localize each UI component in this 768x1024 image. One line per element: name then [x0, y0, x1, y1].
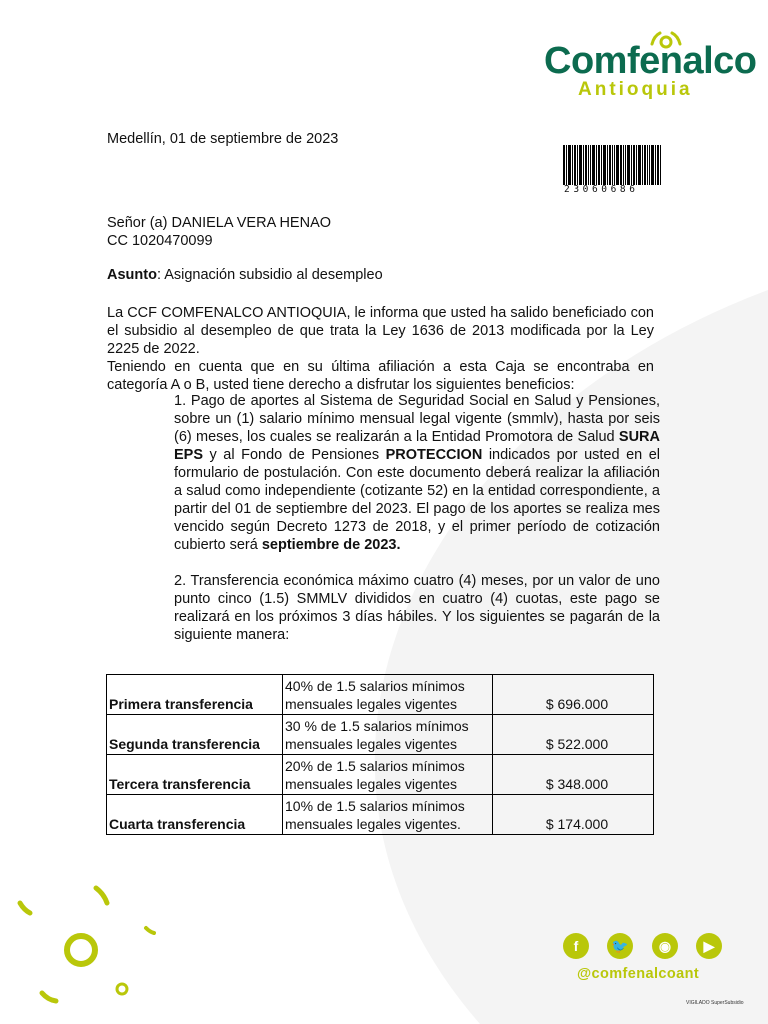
- subject-line: [107, 266, 383, 284]
- coverage-period: septiembre de 2023.: [261, 537, 401, 553]
- table-row: [107, 715, 654, 755]
- table-row: [107, 675, 654, 715]
- facebook-icon[interactable]: f: [563, 933, 589, 959]
- place-date: Medellín, 01 de septiembre de 2023: [107, 131, 339, 147]
- transfer-description: 10% de 1.5 salarios mínimos mensuales legales vigentes.: [283, 795, 493, 835]
- pension-fund-name: PROTECCION: [385, 447, 483, 463]
- table-row: [107, 795, 654, 835]
- benefit-1-text-b: y al Fondo de Pensiones: [203, 447, 386, 463]
- intro-paragraph: La CCF COMFENALCO ANTIOQUIA, le informa que usted ha salido beneficiado con el subsidio al desempleo de que trata la Ley 1636 de 2013 modificada por la Ley 2225 de 2022.: [107, 305, 654, 357]
- recipient-id: CC 1020470099: [107, 233, 213, 249]
- barcode: [563, 145, 661, 185]
- eps-name: SURA EPS: [174, 429, 660, 463]
- benefit-1-text-c: indicados por usted en el formulario de postulación. Con este documento deberá realizar la afiliación a salud como independiente (cotizante 52) en la entidad correspondiente, a partir del 01 de septiembre del 2023. El pago de los aportes se realiza mes vencido según Decreto 1273 de 2018, y el primer período de cotización cubierto será: [174, 447, 660, 553]
- benefit-item-1: [174, 392, 660, 554]
- logo-wordmark: Comfenalco: [544, 40, 757, 82]
- benefit-1-text-a: 1. Pago de aportes al Sistema de Seguridad Social en Salud y Pensiones, sobre un (1) salario mínimo mensual legal vigente (smmlv), hasta por seis (6) meses, los cuales se realizarán a la Entidad Promotora de Salud: [174, 393, 660, 445]
- youtube-icon[interactable]: ▶: [696, 933, 722, 959]
- transfer-description: 40% de 1.5 salarios mínimos mensuales legales vigentes: [283, 675, 493, 715]
- benefit-item-2: 2. Transferencia económica máximo cuatro (4) meses, por un valor de uno punto cinco (1.5) SMMLV divididos en cuatro (4) cuotas, este pago se realizará en los próximos 3 días hábiles. Y los siguientes se pagarán de la siguiente manera:: [174, 573, 660, 643]
- transfers-table: [106, 674, 654, 835]
- transfer-label: Primera transferencia: [107, 675, 283, 715]
- transfer-label: Cuarta transferencia: [107, 795, 283, 835]
- transfer-amount: $ 522.000: [493, 715, 654, 755]
- logo-sun-icon: [646, 30, 686, 52]
- transfer-amount: $ 174.000: [493, 795, 654, 835]
- transfer-amount: $ 696.000: [493, 675, 654, 715]
- transfer-description: 20% de 1.5 salarios mínimos mensuales legales vigentes: [283, 755, 493, 795]
- subject-text: : Asignación subsidio al desempleo: [156, 267, 383, 283]
- decorative-shapes: [0, 870, 200, 1020]
- transfer-label: Segunda transferencia: [107, 715, 283, 755]
- transfer-amount: $ 348.000: [493, 755, 654, 795]
- twitter-icon[interactable]: 🐦: [607, 933, 633, 959]
- subject-label: Asunto: [107, 267, 157, 283]
- social-handle[interactable]: @comfenalcoant: [577, 966, 700, 982]
- intro-paragraph-2: Teniendo en cuenta que en su última afiliación a esta Caja se encontraba en categoría A o B, usted tiene derecho a disfrutar los siguientes beneficios:: [107, 359, 654, 393]
- table-row: [107, 755, 654, 795]
- transfer-label: Tercera transferencia: [107, 755, 283, 795]
- instagram-icon[interactable]: ◉: [652, 933, 678, 959]
- vigilado-note: VIGILADO SuperSubsidio: [686, 1000, 744, 1006]
- logo-region: Antioquia: [578, 79, 693, 100]
- transfer-description: 30 % de 1.5 salarios mínimos mensuales legales vigentes: [283, 715, 493, 755]
- recipient-name: Señor (a) DANIELA VERA HENAO: [107, 215, 332, 231]
- barcode-number: 23060686: [564, 184, 639, 195]
